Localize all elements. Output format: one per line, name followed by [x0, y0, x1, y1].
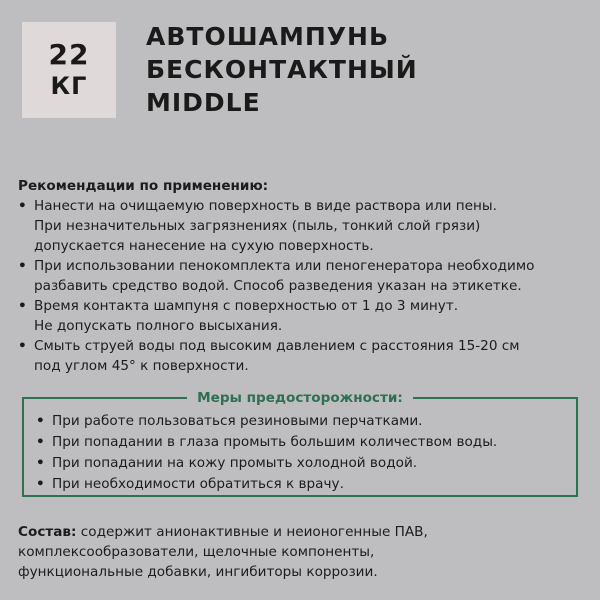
composition — [18, 522, 588, 582]
composition-line-1 — [18, 522, 588, 542]
composition-line-3: функциональные добавки, ингибиторы коррозии. — [18, 564, 378, 580]
composition-text: содержит анионактивные и неионогенные ПАВ, — [80, 524, 428, 540]
recommendations-list — [18, 196, 588, 376]
precautions-heading — [24, 388, 576, 408]
list-item: • При работе пользоваться резиновыми перчатками. — [36, 411, 497, 432]
precautions-list — [36, 411, 497, 495]
composition-line-2: комплексообразователи, щелочные компоненты, — [18, 544, 375, 560]
line: допускается нанесение на сухую поверхность. — [34, 238, 374, 254]
title-line-2: БЕСКОНТАКТНЫЙ — [146, 55, 418, 84]
list-item — [18, 296, 588, 336]
list-item — [18, 336, 588, 376]
line: разбавить средство водой. Способ разведения указан на этикетке. — [34, 278, 522, 294]
list-item: • При необходимости обратиться к врачу. — [36, 474, 497, 495]
line: Не допускать полного высыхания. — [34, 318, 283, 334]
line: • При использовании пенокомплекта или пеногенератора необходимо — [34, 258, 535, 274]
list-item — [18, 196, 588, 256]
line: • Смыть струей воды под высоким давлением с расстояния 15-20 см — [34, 338, 520, 354]
line: При незначительных загрязнениях (пыль, тонкий слой грязи) — [34, 218, 481, 234]
usage-recommendations — [18, 176, 588, 376]
list-item: • При попадании в глаза промыть большим количеством воды. — [36, 432, 497, 453]
weight-unit: КГ — [50, 72, 88, 100]
line: под углом 45° к поверхности. — [34, 358, 249, 374]
title-line-1: АВТОШАМПУНЬ — [146, 22, 389, 51]
recommendations-heading: Рекомендации по применению: — [18, 178, 269, 194]
precautions-box — [22, 390, 578, 497]
weight-value: 22 — [48, 38, 90, 71]
line: • Время контакта шампуня с поверхностью от 1 до 3 минут. — [34, 298, 459, 314]
composition-label: Состав: — [18, 524, 77, 540]
product-title — [146, 20, 418, 119]
precautions-heading-text: Меры предосторожности: — [187, 390, 413, 406]
title-line-3: MIDDLE — [146, 88, 261, 117]
list-item: • При попадании на кожу промыть холодной водой. — [36, 453, 497, 474]
list-item — [18, 256, 588, 296]
line: • Нанести на очищаемую поверхность в виде раствора или пены. — [34, 198, 497, 214]
weight-badge — [22, 22, 116, 118]
